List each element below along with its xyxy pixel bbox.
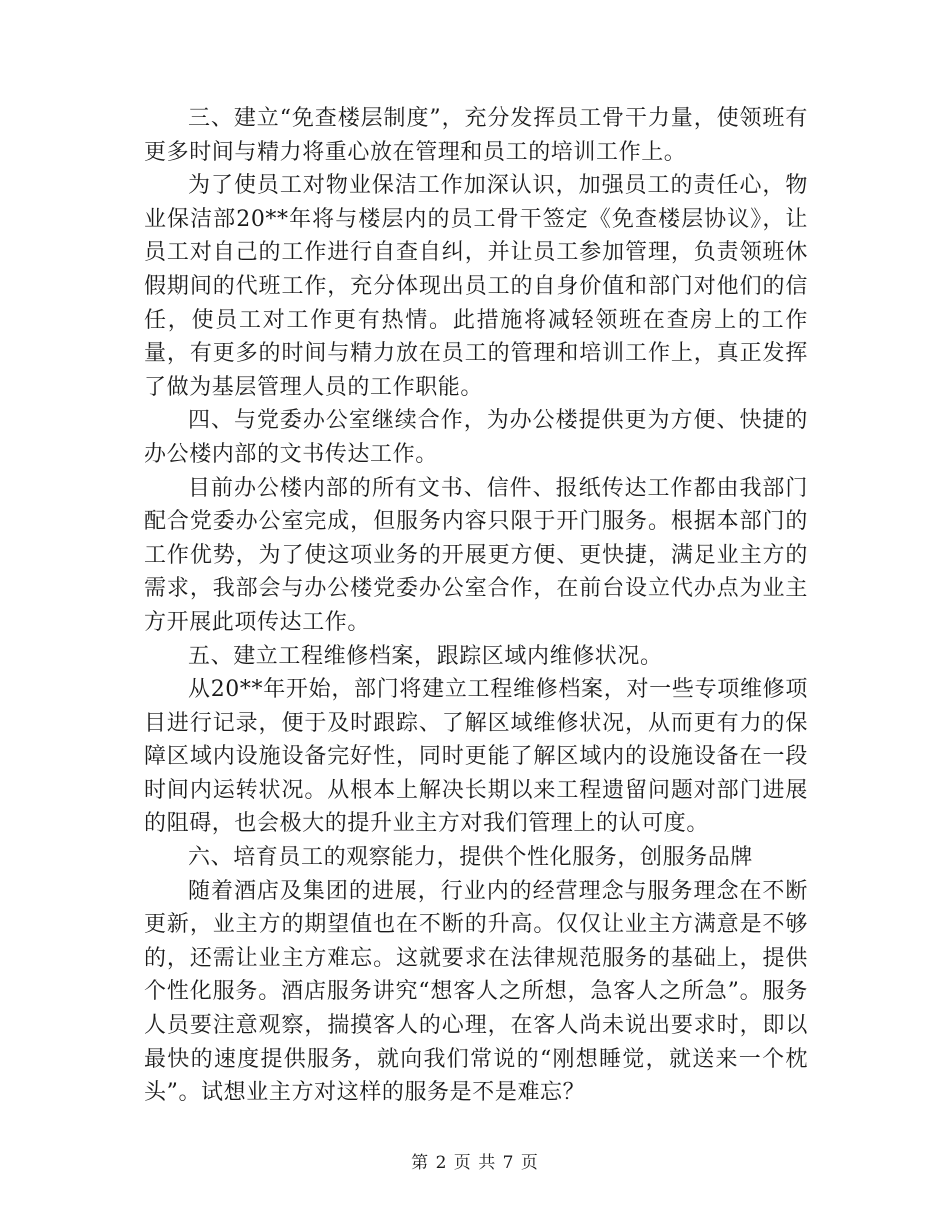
section-heading-3: 三、建立“免查楼层制度”，充分发挥员工骨干力量，使领班有更多时间与精力将重心放在管理和员工的培训工作上。	[144, 106, 808, 165]
document-body	[144, 102, 808, 1110]
body-paragraph: 随着酒店及集团的进展，行业内的经营理念与服务理念在不断更新，业主方的期望值也在不断的升高。仅仅让业主方满意是不够的，还需让业主方难忘。这就要求在法律规范服务的基础上，提供个性化服务。酒店服务讲究“想客人之所想，急客人之所急”。服务人员要注意观察，揣摸客人的心理，在客人尚未说出要求时，即以最快的速度提供服务，就向我们常说的“刚想睡觉，就送来一个枕头”。试想业主方对这样的服务是不是难忘？	[144, 878, 808, 1106]
body-paragraph: 为了使员工对物业保洁工作加深认识，加强员工的责任心，物业保洁部20**年将与楼层内的员工骨干签定《免查楼层协议》，让员工对自己的工作进行自查自纠，并让员工参加管理，负责领班休假期间的代班工作，充分体现出员工的自身价值和部门对他们的信任，使员工对工作更有热情。此措施将减轻领班在查房上的工作量，有更多的时间与精力放在员工的管理和培训工作上，真正发挥了做为基层管理人员的工作职能。	[144, 173, 808, 400]
section-heading-4: 四、与党委办公室继续合作，为办公楼提供更为方便、快捷的办公楼内部的文书传达工作。	[144, 408, 808, 467]
page-number-footer: 第 2 页 共 7 页	[411, 1153, 539, 1173]
section-heading-5: 五、建立工程维修档案，跟踪区域内维修状况。	[188, 643, 663, 669]
body-paragraph: 从20**年开始，部门将建立工程维修档案，对一些专项维修项目进行记录，便于及时跟踪、了解区域维修状况，从而更有力的保障区域内设施设备完好性，同时更能了解区域内的设施设备在一段时间内运转状况。从根本上解决长期以来工程遗留问题对部门进展的阻碍，也会极大的提升业主方对我们管理上的认可度。	[144, 677, 808, 837]
body-paragraph: 目前办公楼内部的所有文书、信件、报纸传达工作都由我部门配合党委办公室完成，但服务内容只限于开门服务。根据本部门的工作优势，为了使这项业务的开展更方便、更快捷，满足业主方的需求，我部会与办公楼党委办公室合作，在前台设立代办点为业主方开展此项传达工作。	[144, 475, 808, 635]
section-heading-6: 六、培育员工的观察能力，提供个性化服务，创服务品牌	[188, 845, 754, 871]
